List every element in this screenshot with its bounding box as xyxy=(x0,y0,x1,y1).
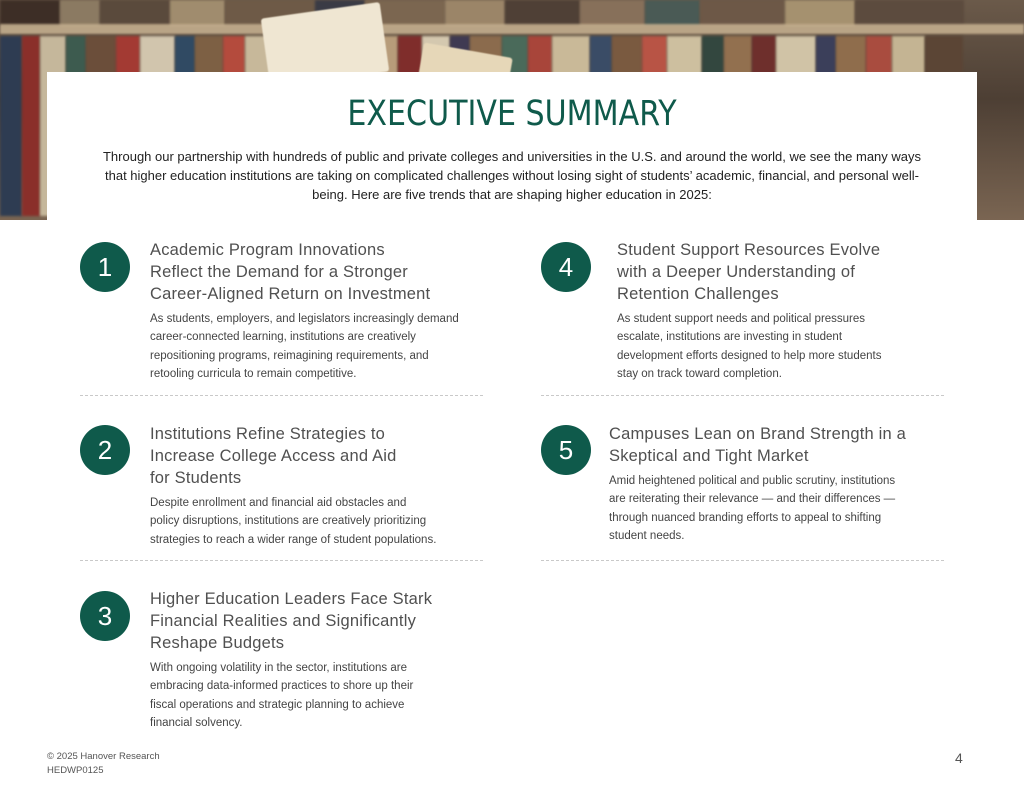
trend-description-line: stay on track toward completion. xyxy=(617,367,782,380)
trend-description xyxy=(609,472,949,545)
trend-heading-line: with a Deeper Understanding of xyxy=(617,263,856,281)
trend-description-line: are reiterating their relevance — and their differences — xyxy=(609,493,896,506)
trend-description-line: embracing data-informed practices to shore up their xyxy=(150,680,414,693)
trend-description xyxy=(150,494,495,549)
document-code: HEDWP0125 xyxy=(47,765,104,776)
trend-heading-line: for Students xyxy=(150,469,242,487)
trend-description-line: Despite enrollment and financial aid obstacles and xyxy=(150,497,407,509)
trend-number-badge: 3 xyxy=(80,591,130,641)
trend-description-line: With ongoing volatility in the sector, institutions are xyxy=(150,662,407,674)
trend-heading-line: Campuses Lean on Brand Strength in a xyxy=(609,425,907,443)
trend-heading xyxy=(617,239,947,305)
section-divider xyxy=(541,395,944,396)
trend-description-line: Amid heightened political and public scrutiny, institutions xyxy=(609,475,896,487)
trend-description-line: retooling curricula to remain competitive. xyxy=(150,367,357,380)
summary-header-card xyxy=(47,72,977,222)
trend-description-line: policy disruptions, institutions are creatively prioritizing xyxy=(150,515,427,528)
section-divider xyxy=(80,560,483,561)
trend-number-badge: 4 xyxy=(541,242,591,292)
page-number: 4 xyxy=(955,750,963,766)
trend-heading-line: Academic Program Innovations xyxy=(150,241,385,259)
trend-description xyxy=(150,659,495,732)
trend-number-badge: 2 xyxy=(80,425,130,475)
trend-description-line: fiscal operations and strategic planning to achieve xyxy=(150,698,405,711)
trend-description-line: through nuanced branding efforts to appeal to shifting xyxy=(609,511,882,524)
book-row-top xyxy=(0,0,1024,26)
trend-heading-line: Financial Realities and Significantly xyxy=(150,612,417,630)
trend-heading-line: Institutions Refine Strategies to xyxy=(150,425,385,443)
trend-heading-line: Retention Challenges xyxy=(617,285,779,303)
copyright-text: © 2025 Hanover Research xyxy=(47,751,160,762)
trend-description-line: financial solvency. xyxy=(150,716,243,729)
section-divider xyxy=(541,560,944,561)
trend-description-line: escalate, institutions are investing in student xyxy=(617,331,843,344)
trend-heading-line: Reshape Budgets xyxy=(150,634,285,652)
trend-description-line: student needs. xyxy=(609,529,685,542)
trend-description-line: As students, employers, and legislators increasingly demand xyxy=(150,313,459,325)
trend-heading-line: Student Support Resources Evolve xyxy=(617,241,881,259)
intro-paragraph: Through our partnership with hundreds of public and private colleges and universities in the U.S. and around the world, we see the many ways that higher education institutions are taking on complicated challenges without losing sight of students’ academic, financial, and personal well-being. Here are five trends that are shaping higher education in 2025: xyxy=(102,149,922,202)
trend-heading xyxy=(150,239,490,305)
trend-description xyxy=(617,310,947,383)
section-divider xyxy=(80,395,483,396)
trend-heading-line: Higher Education Leaders Face Stark xyxy=(150,590,433,608)
trend-heading-line: Reflect the Demand for a Stronger xyxy=(150,263,408,281)
trend-description-line: strategies to reach a wider range of student populations. xyxy=(150,533,437,546)
page-title: EXECUTIVE SUMMARY xyxy=(347,94,677,134)
trend-description-line: development efforts designed to help more students xyxy=(617,349,882,362)
trend-description-line: As student support needs and political pressures xyxy=(617,313,866,325)
trend-description xyxy=(150,310,495,383)
trend-heading xyxy=(150,588,490,654)
footer-info xyxy=(47,750,160,778)
trend-number-badge: 1 xyxy=(80,242,130,292)
trend-description-line: career-connected learning, institutions are creatively xyxy=(150,331,416,344)
trend-heading-line: Increase College Access and Aid xyxy=(150,447,397,465)
trend-heading xyxy=(150,423,490,489)
trend-number-badge: 5 xyxy=(541,425,591,475)
trend-heading-line: Career-Aligned Return on Investment xyxy=(150,285,431,303)
trend-description-line: repositioning programs, reimagining requirements, and xyxy=(150,349,429,362)
trend-heading-line: Skeptical and Tight Market xyxy=(609,447,809,465)
trend-heading xyxy=(609,423,949,467)
